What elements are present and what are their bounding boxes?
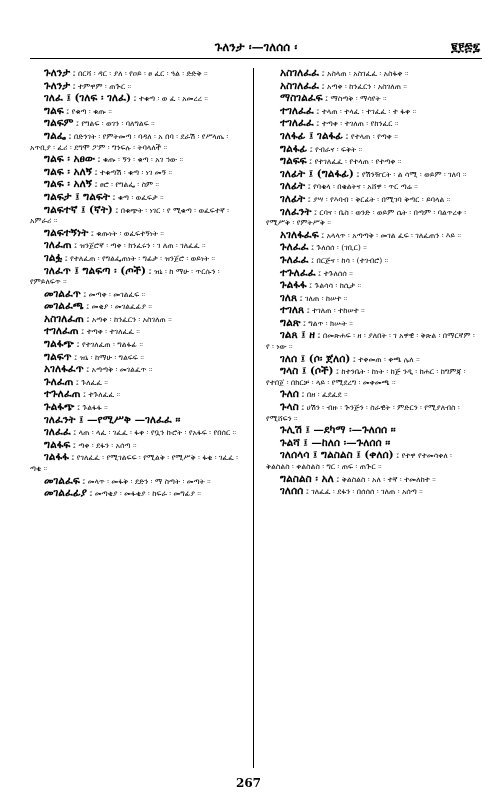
entry-headword: ተገለፈፈ xyxy=(280,104,314,117)
right-column xyxy=(266,68,478,768)
entry-headword: ግልፍ ፡ አፀው xyxy=(44,153,95,166)
entry-definition: ፤ ተጉለሰሰ ። xyxy=(318,268,353,278)
entry-headword: ተጉለፈፈ xyxy=(280,266,316,279)
dictionary-entry xyxy=(30,205,242,227)
entry-definition: ፤ የገለፈፈ ፡ የሚገልፍፍ ፡ የሚልቅ ፡ የሚሥቅ ፡ ፋቂ ፡ ገፈፈ ፡ ጣቂ ። xyxy=(30,453,239,473)
entry-definition: ፤ የተዋ የተመሳቀለ ፡ ቅልስልስ ፡ ቀልስልስ ፡ ግር ፡ ጠፍ ፡ ጠጕር ። xyxy=(266,451,452,471)
dictionary-entry xyxy=(30,301,242,313)
dictionary-entry xyxy=(266,486,478,498)
dictionary-entry xyxy=(266,181,478,193)
dictionary-entry xyxy=(30,427,242,439)
entry-headword: ገለፋፊ ፤ ገልፋፊ xyxy=(280,129,343,142)
dictionary-entry xyxy=(30,339,242,351)
dictionary-entry xyxy=(30,289,242,301)
entry-headword: ተጉለፈጠ xyxy=(44,388,81,401)
entry-headword: ጉለንታ xyxy=(44,79,71,92)
entry-headword: ጉለፈፈ xyxy=(280,253,309,266)
entry-headword: ግልፍም xyxy=(44,117,74,130)
entry-definition: ፤ ቁጣ ፡ ወፈፍታ ። xyxy=(112,192,164,202)
entry-definition: ፤ የብራና ፡ ፍቅት ። xyxy=(309,144,363,154)
entry-headword: አስገለፈጠ xyxy=(44,312,84,325)
entry-definition: ፤ ተጣቀ ፡ ተገለጠ ፡ የከንፈር ። xyxy=(316,119,399,129)
entry-definition: ፤ ተጣቀ ፡ ተገለፈፈ ። xyxy=(81,327,140,337)
entry-headword: ጉለፈጠ xyxy=(44,375,74,388)
entry-headword: ግልፍ ፡ አለኝ xyxy=(44,178,93,191)
dictionary-entry xyxy=(266,425,478,437)
dictionary-entry xyxy=(30,326,242,338)
dictionary-entry xyxy=(266,194,478,206)
dictionary-entry xyxy=(30,440,242,452)
dictionary-entry xyxy=(266,474,478,486)
entry-headword: ተገለፈጠ xyxy=(44,325,79,338)
entry-headword: ግልስልስ ፡ አለ xyxy=(280,472,334,485)
dictionary-entry xyxy=(30,377,242,389)
entry-definition: ፤ በዘ ፡ ፈደፈደ ። xyxy=(301,390,348,400)
entry-headword: ገለፈንት ፤ —የሚሥቅ —ገለፈፈ ። xyxy=(44,413,181,426)
dictionary-entry xyxy=(30,131,242,153)
dictionary-entry xyxy=(266,354,478,366)
entry-definition: ፤ ቁጡነት ፡ ወፈፍተኝነት ። xyxy=(90,228,164,238)
entry-headword: ግልፍታ ፤ ግልፍት xyxy=(44,190,110,203)
entry-headword: ግልፍተኛ ፤ (ኛት) xyxy=(44,203,113,216)
entry-definition: ፤ ያሣ ፡ የእባብ ፡ ቅርፊት ፡ በሚገባ ቅጣር ፡ ይባላል ። xyxy=(307,194,451,204)
entry-headword: ጉለፈፈ xyxy=(280,241,309,254)
entry-headword: አገለፋፈፍ xyxy=(280,228,319,241)
entry-definition: ፤ አጣቀ ፡ ከንፈርን ፡ አስገለጠ ። xyxy=(321,81,407,91)
dictionary-entry xyxy=(266,68,478,80)
dictionary-entry xyxy=(30,488,242,500)
entry-definition: ፤ ማስጣቅ ፡ ማሳየት ። xyxy=(325,94,387,104)
dictionary-entry xyxy=(266,81,478,93)
column-divider xyxy=(253,68,254,768)
entry-definition: ፤ የተገለፈፈ ፡ የተላጠ ፡ የተጣቀ ። xyxy=(309,157,402,167)
dictionary-entry xyxy=(30,240,242,252)
dictionary-entry xyxy=(30,389,242,401)
entry-definition: ፤ መቂያ ፡ መገልፈፊያ ። xyxy=(86,302,152,312)
entry-headword: ጉላስ xyxy=(280,401,299,414)
entry-definition: ፤ ፀሮ ፡ የግልፌ ፡ ስም ። xyxy=(94,180,160,190)
entry-definition: ፤ ጣቀ ፡ ደፋን ፡ አሰጣ ። xyxy=(72,440,137,450)
entry-headword: መገልፈጫ xyxy=(44,300,84,313)
entry-definition: ፤ የግልፍ ፡ ወገን ፡ ባለግልፍ ። xyxy=(75,119,155,129)
running-head: ጉለንታ ፡—ገለሰሰ ፡ xyxy=(214,40,298,54)
entry-definition: ፤ ዝኒ ፡ ከማሁ ፡ ግልፍፍ ። xyxy=(74,352,144,362)
entry-definition: ፤ በርሻ ፡ ዳር ፡ ያለ ፡ የዐይ ፡ ፀ ፈር ፡ ጓል ፡ ድድቅ ። xyxy=(72,69,208,78)
entry-definition: ፤ ጉለፈፈ ። xyxy=(75,377,108,387)
entry-headword: አስገለፈፈ xyxy=(280,79,320,92)
entry-headword: መገልፈፍ xyxy=(44,474,80,487)
entry-headword: ጉለሰ xyxy=(280,388,299,401)
entry-headword: ገለጸ xyxy=(280,291,298,304)
dictionary-entry xyxy=(30,476,242,488)
page-number: 267 xyxy=(235,776,262,790)
dictionary-entry xyxy=(266,106,478,118)
entry-definition: ፤ ዝንጀሮኛ ፡ ጣቀ ፡ ክንፈሩን ፡ ገ ለጠ ፡ ገለፈፈ ። xyxy=(74,241,206,251)
entry-definition: ፤ ተጉለፈፈ ። xyxy=(82,390,121,400)
entry-definition: ፤ ቅልስልስ ፡ አለ ፡ ተኛ ፡ ተመለከተ ። xyxy=(336,474,436,484)
entry-headword: ግልፍጥ xyxy=(44,350,72,363)
dictionary-entry xyxy=(266,450,478,472)
entry-headword: ገለፈንት xyxy=(280,205,312,218)
entry-definition: ፤ ርባና ፡ ቤስ ፡ ወንድ ፡ ወይም ሴት ፡ በጣም ፡ ባልጥረቀ ፡ የሚሥቅ ፡ የምትሥቅ ። xyxy=(266,207,467,228)
page-number-ethiopic: ፪፻፷፯ xyxy=(451,40,480,54)
entry-headword: ጉለንታ xyxy=(44,68,71,79)
entry-definition: ፤ አላላጥ ፡ አጣጣቅ ፡ መገል ፈፍ ፡ ገለፈጠን ፡ እይ ። xyxy=(321,230,462,240)
entry-headword: ግልፋፍ xyxy=(44,438,71,451)
entry-headword: መገልፈጥ xyxy=(44,287,81,300)
dictionary-entry xyxy=(266,389,478,401)
dictionary-entry xyxy=(266,305,478,317)
entry-headword: ገለፊት xyxy=(280,192,306,205)
entry-headword: ግልፋጭ xyxy=(44,338,75,351)
entry-definition: ፤ መላጥ ፡ መፋቅ ፡ ደድን ፡ ማ ስጣት ፡ መጣት ። xyxy=(82,476,211,486)
dictionary-entry xyxy=(30,266,242,288)
entry-headword: ግልፍተኝነት xyxy=(44,226,89,239)
page-footer xyxy=(0,776,497,790)
entry-definition: ፤ አጣጣቅ ፡ መገልፈጥ ። xyxy=(86,365,153,375)
page-header xyxy=(30,40,482,59)
entry-definition: ፤ በመጽሐፍ ፡ ዘ ፡ ያለበት ፡ ገ አዋዊ ፡ ቅጽል ፡ በማርኛም ፡ የ ፡ ነው ። xyxy=(266,331,475,352)
dictionary-entry xyxy=(266,402,478,424)
entry-definition: ፤ መጣቂያ ፡ መፋቂያ ፡ ከፍራ ፡ መግፊያ ። xyxy=(89,489,201,499)
entry-headword: ጉልፋጭ xyxy=(44,401,75,414)
entry-definition: ፤ የተላጠ ፡ የጣቀ ። xyxy=(345,131,398,141)
entry-definition: ፤ በቁጭት ፡ ነገር ፡ የ ሚቁጣ ፡ ወፈፍተኛ ፡ አምራሪ ። xyxy=(30,205,229,226)
entry-definition: ፤ ተገለጠ ፡ ተከሠተ ። xyxy=(306,306,365,316)
left-column xyxy=(30,68,242,768)
entry-definition: ፤ የቁጣ ፡ ቁጡ ። xyxy=(66,106,112,116)
entry-headword: ጉልሻ ፤ —ከለሰ ፡—ጉለሰሰ ። xyxy=(280,436,391,449)
dictionary-entry xyxy=(266,242,478,254)
entry-headword: ገለሰሰ xyxy=(280,485,304,498)
dictionary-entry xyxy=(266,255,478,267)
entry-headword: ገለፊት ፤ (ግልፋፊ) xyxy=(280,167,354,180)
entry-definition: ፤ ገለፈፈ ፡ ደፋን ፡ በሰሰሰ ፡ ገለጠ ፡ አሰጣ ። xyxy=(305,487,423,497)
entry-headword: ገለሰ ፤ (ሶ፡ ጀለሰ) xyxy=(280,352,351,365)
entry-headword: ገለፊት xyxy=(280,180,306,193)
dictionary-entry xyxy=(266,144,478,156)
entry-definition: ፤ ቁጡ ፡ ኝን ፡ ቁጣ ፡ አገ ኅው ። xyxy=(97,155,184,165)
entry-headword: መገልፈፊያ xyxy=(44,487,87,500)
entry-definition: ፤ ተምዋም ፡ ጠጕር ። xyxy=(72,81,132,91)
dictionary-entry xyxy=(30,106,242,118)
entry-headword: አገለፋፈጥ xyxy=(44,363,84,376)
dictionary-entry xyxy=(266,366,478,388)
dictionary-entry xyxy=(30,93,242,105)
dictionary-entry xyxy=(30,352,242,364)
entry-headword: ገልፏ xyxy=(44,251,63,264)
dictionary-entry xyxy=(30,452,242,474)
dictionary-entry xyxy=(30,118,242,130)
dictionary-entry xyxy=(30,81,242,93)
dictionary-entry xyxy=(266,230,478,242)
dictionary-entry xyxy=(266,93,478,105)
entry-definition: ፤ ዝኒ ፡ ከ ማሁ ፡ ጥርሱን ፡ የምይለፍጥ ። xyxy=(30,266,220,287)
dictionary-entry xyxy=(30,402,242,414)
entry-definition: ፤ ጉለሰሰ ፡ (ገቢር) ። xyxy=(310,243,367,253)
entry-headword: ግልጽ xyxy=(280,316,301,329)
entry-headword: አስገለፈፈ xyxy=(280,68,320,79)
entry-definition: ፤ ጉልፋፋ ። xyxy=(76,403,108,413)
dictionary-entry xyxy=(30,167,242,179)
entry-headword: ተገለጸ xyxy=(280,304,305,317)
entry-definition: ፤ መጣቀ ፡ መገልፈፍ ። xyxy=(83,289,146,299)
entry-definition: ፤ አጣቀ ፡ ከንፈርን ፡ አስገለጠ ። xyxy=(86,314,172,324)
entry-headword: ገልጸ ፤ ዘ xyxy=(280,329,315,342)
dictionary-entry xyxy=(30,253,242,265)
entry-definition: ፤ ግልጥ ፡ ክሡት ። xyxy=(302,318,353,328)
entry-headword: ግላስ ፤ (ሶች) xyxy=(280,365,334,378)
entry-definition: ፤ የተለፈጠ ፡ የግልፌጠነት ፡ ግፊታ ፡ ዝንጀሮ ፡ ወይነት ። xyxy=(64,253,216,263)
dictionary-entry xyxy=(30,192,242,204)
dictionary-entry xyxy=(30,364,242,376)
entry-headword: ማስገልፈፍ xyxy=(280,92,323,105)
dictionary-entry xyxy=(266,438,478,450)
dictionary-entry xyxy=(266,330,478,352)
dictionary-entry xyxy=(266,131,478,143)
entry-definition: ፤ የተገለፈጠ ፡ ግልፋፊ ። xyxy=(76,340,143,350)
entry-definition: ፤ ሀሽን ፡ ብዙ ፡ ጕንጅን ፡ ስራዊት ፡ ምድርን ፡ የሚያለብስ ፡ የሚሸፍን ። xyxy=(266,403,460,423)
entry-definition: ፤ ገለጠ ፡ ከሠተ ። xyxy=(299,293,348,303)
dictionary-entry xyxy=(30,415,242,427)
entry-headword: ገለፈ ፤ (ገለፍ ፡ ገለፈ) xyxy=(44,92,131,105)
dictionary-entry xyxy=(266,268,478,280)
entry-definition: ፤ የሽንዥርት ፡ ል ሳሚ ፡ ወይም ፡ ገለባ ። xyxy=(356,169,467,179)
entry-definition: ፤ ላጠ ፡ ላፈ ፡ ገፈፈ ፡ ፋቀ ፡ የቧን ኩሮት ፡ የአፋፍ ፡ የበሰር ። xyxy=(73,428,237,438)
dictionary-entry xyxy=(266,207,478,229)
entry-definition: ፤ ተቁጣ ፡ ወ ፈ ፡ አመረረ ። xyxy=(133,94,208,104)
entry-headword: ግልፌ xyxy=(44,129,66,142)
entry-headword: ግልፋፊ xyxy=(280,142,308,155)
entry-headword: ገልፋፋ xyxy=(44,451,69,464)
dictionary-entry xyxy=(266,280,478,292)
entry-headword: ገለፈጥ ፤ ግልፍጣ ፡ (ጦች) xyxy=(44,264,147,277)
entry-headword: ግልፍ ፡ አለኝ xyxy=(44,165,93,178)
entry-definition: ፤ አስላጠ ፡ አስገፈፈ ፡ አስፋቀ ። xyxy=(321,69,409,78)
dictionary-entry xyxy=(30,314,242,326)
dictionary-entry xyxy=(30,154,242,166)
dictionary-entry xyxy=(266,156,478,168)
entry-headword: ጉልፋፋ xyxy=(280,279,307,292)
entry-headword: ግልፍፍ xyxy=(280,155,307,168)
entry-headword: ግልፍ xyxy=(44,104,64,117)
dictionary-entry xyxy=(266,118,478,130)
entry-definition: ፤ ጉልሳሳ ፡ ከሲታ ። xyxy=(309,281,362,291)
dictionary-entry xyxy=(30,228,242,240)
dictionary-entry xyxy=(30,68,242,80)
entry-headword: ተገለፈፈ xyxy=(280,117,314,130)
dictionary-entry xyxy=(30,179,242,191)
dictionary-entry xyxy=(266,318,478,330)
entry-headword: ገለፈጠ xyxy=(44,239,72,252)
entry-headword: ገለሰላሳ ፤ ግልስልስ ፤ (ቀለሰ) xyxy=(280,449,394,462)
entry-headword: ጉሊሽ ፤ —ደካማ ፡—ጉለሰሰ ። xyxy=(280,424,396,437)
entry-definition: ፤ የባቄላ ፡ በቄልትና ፡ አሸዋ ፡ ጥር ጣሬ ። xyxy=(307,182,418,192)
entry-definition: ፤ ከተንቤት ፡ ከነት ፡ ከጅ ንዲ ፡ ከሐር ፡ ከግምጃ ፡ የተበጀ ፡ በክርቻ ፡ ላይ ፡ የሚደረግ ፡ መቀመጫ ። xyxy=(266,367,466,387)
dictionary-entry xyxy=(266,293,478,305)
entry-definition: ፤ ተላጠ ፡ ተላፈ ፡ ተገፈፈ ፡ ተ ፋቀ ። xyxy=(316,106,417,116)
entry-definition: ፤ በርጅና ፡ ከሳ ፡ (ተገብሮ) ። xyxy=(310,255,389,265)
entry-definition: ፤ ተቁጣሽ ፡ ቁጣ ፡ ነገ መኝ ። xyxy=(94,167,173,177)
entry-definition: ፤ ተቀመጠ ፡ ቀጫ ሌለ ። xyxy=(352,354,420,364)
entry-definition: ፤ በድንገት ፡ የምትመጣ ፡ ባዳለ ፡ አ በባ ፡ ደራሽ ፡ የሥላጤ ፡ አጥቢያ ፡ ፈሪ ፡ ደግሞ ፖም ፡ ግንፍሉ ፡ ትባላለች ። xyxy=(30,131,229,152)
entry-headword: ገለፈፈ xyxy=(44,426,71,439)
dictionary-entry xyxy=(266,169,478,181)
